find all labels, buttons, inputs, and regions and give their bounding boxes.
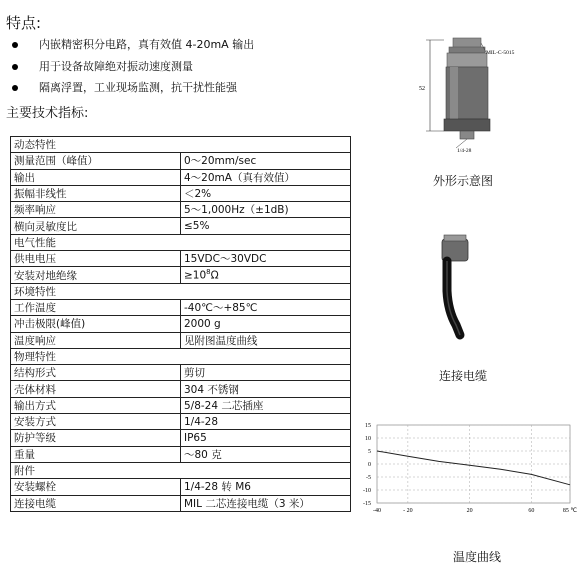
spec-row bbox=[11, 397, 351, 413]
spec-table bbox=[10, 136, 351, 512]
spec-value: ≤5% bbox=[181, 218, 351, 234]
spec-value: 4～20mA（真有效值） bbox=[181, 169, 351, 185]
spec-value bbox=[181, 267, 351, 283]
spec-label: 安装螺栓 bbox=[11, 479, 181, 495]
spec-row bbox=[11, 495, 351, 511]
part-label: MIL-C-5015 bbox=[486, 50, 515, 56]
outline-caption: 外形示意图 bbox=[432, 174, 493, 188]
x-tick-label: 85 ℃ bbox=[562, 508, 578, 514]
x-tick-label: -40 bbox=[373, 508, 381, 514]
spec-label: 输出 bbox=[11, 169, 181, 185]
spec-row bbox=[11, 185, 351, 201]
y-tick-label: -5 bbox=[366, 475, 371, 481]
spec-label: 横向灵敏度比 bbox=[11, 218, 181, 234]
spec-section-row bbox=[11, 137, 351, 153]
y-tick-label: 10 bbox=[365, 436, 371, 442]
spec-label: 安装对地绝缘 bbox=[11, 267, 181, 283]
feature-item: 隔离浮置，工业现场监测，抗干扰性能强 bbox=[8, 81, 254, 103]
cable-caption: 连接电缆 bbox=[438, 369, 487, 383]
spec-label: 连接电缆 bbox=[11, 495, 181, 511]
spec-row bbox=[11, 202, 351, 218]
feature-item: 内嵌精密积分电路，真有效值 4-20mA 输出 bbox=[8, 38, 254, 60]
spec-label: 防护等级 bbox=[11, 430, 181, 446]
spec-value: 见附图温度曲线 bbox=[181, 332, 351, 348]
spec-value: -40℃～+85℃ bbox=[181, 299, 351, 315]
x-tick-label: 60 bbox=[528, 508, 535, 514]
connector-cap bbox=[453, 38, 481, 48]
mounting-stud bbox=[460, 131, 474, 139]
y-tick-label: 0 bbox=[368, 462, 371, 468]
spec-row bbox=[11, 365, 351, 381]
spec-label: 振幅非线性 bbox=[11, 185, 181, 201]
bullet-icon bbox=[12, 85, 18, 91]
spec-value: IP65 bbox=[181, 430, 351, 446]
thread-label: 1/4-28 bbox=[457, 148, 472, 154]
spec-value-text: ≥10 bbox=[184, 269, 207, 282]
spec-value-exponent: 8 bbox=[206, 268, 211, 277]
spec-section-row bbox=[11, 462, 351, 478]
spec-value: ～80 克 bbox=[181, 446, 351, 462]
features-heading: 特点: bbox=[6, 14, 42, 32]
temperature-chart bbox=[350, 415, 580, 520]
spec-row bbox=[11, 267, 351, 283]
spec-row bbox=[11, 446, 351, 462]
spec-value: 15VDC～30VDC bbox=[181, 251, 351, 267]
feature-list bbox=[8, 38, 254, 103]
spec-label: 频率响应 bbox=[11, 202, 181, 218]
spec-section-row bbox=[11, 234, 351, 250]
spec-section-label: 电气性能 bbox=[11, 234, 351, 250]
spec-value: 剪切 bbox=[181, 365, 351, 381]
spec-row bbox=[11, 169, 351, 185]
y-tick-label: 5 bbox=[368, 449, 371, 455]
y-tick-label: 15 bbox=[365, 423, 371, 429]
spec-row bbox=[11, 430, 351, 446]
height-label: 52 bbox=[419, 86, 425, 92]
bullet-icon bbox=[12, 64, 18, 70]
spec-value: 5～1,000Hz（±1dB) bbox=[181, 202, 351, 218]
spec-value-unit: Ω bbox=[210, 269, 219, 282]
x-tick-label: 20 bbox=[466, 508, 473, 514]
cable-image bbox=[420, 225, 490, 345]
spec-section-row bbox=[11, 348, 351, 364]
spec-row bbox=[11, 251, 351, 267]
connector-ring bbox=[449, 47, 485, 53]
spec-value: 0～20mm/sec bbox=[181, 153, 351, 169]
hex-top bbox=[447, 53, 487, 67]
spec-label: 安装方式 bbox=[11, 414, 181, 430]
outline-drawing bbox=[400, 30, 570, 155]
spec-label: 测量范围（峰值） bbox=[11, 153, 181, 169]
spec-section-label: 动态特性 bbox=[11, 137, 351, 153]
spec-value: 304 不锈钢 bbox=[181, 381, 351, 397]
spec-row bbox=[11, 332, 351, 348]
spec-row bbox=[11, 218, 351, 234]
chart-caption: 温度曲线 bbox=[452, 550, 501, 564]
spec-label: 输出方式 bbox=[11, 397, 181, 413]
hex-base bbox=[444, 119, 490, 131]
spec-row bbox=[11, 479, 351, 495]
spec-label: 工作温度 bbox=[11, 299, 181, 315]
spec-section-label: 物理特性 bbox=[11, 348, 351, 364]
spec-section-row bbox=[11, 283, 351, 299]
spec-label: 结构形式 bbox=[11, 365, 181, 381]
spec-value: 1/4-28 转 M6 bbox=[181, 479, 351, 495]
spec-value: MIL 二芯连接电缆（3 米） bbox=[181, 495, 351, 511]
spec-section-label: 附件 bbox=[11, 462, 351, 478]
bullet-icon bbox=[12, 42, 18, 48]
leader-line bbox=[456, 139, 467, 148]
connector-nut bbox=[444, 235, 466, 241]
spec-label: 壳体材料 bbox=[11, 381, 181, 397]
spec-row bbox=[11, 414, 351, 430]
spec-row bbox=[11, 153, 351, 169]
specs-heading: 主要技术指标: bbox=[6, 106, 89, 121]
y-tick-label: -15 bbox=[363, 501, 371, 507]
spec-value: 5/8-24 二芯插座 bbox=[181, 397, 351, 413]
spec-value: ＜2% bbox=[181, 185, 351, 201]
spec-label: 重量 bbox=[11, 446, 181, 462]
spec-row bbox=[11, 381, 351, 397]
spec-label: 温度响应 bbox=[11, 332, 181, 348]
spec-label: 冲击极限(峰值) bbox=[11, 316, 181, 332]
spec-row bbox=[11, 316, 351, 332]
feature-item: 用于设备故障绝对振动速度测量 bbox=[8, 60, 254, 82]
spec-label: 供电电压 bbox=[11, 251, 181, 267]
cable-line bbox=[447, 261, 460, 335]
spec-row bbox=[11, 299, 351, 315]
series-line bbox=[377, 451, 570, 485]
x-tick-label: - 20 bbox=[403, 508, 413, 514]
body-highlight bbox=[450, 67, 458, 119]
spec-value: 2000 g bbox=[181, 316, 351, 332]
spec-value: 1/4-28 bbox=[181, 414, 351, 430]
y-tick-label: -10 bbox=[363, 488, 371, 494]
spec-section-label: 环境特性 bbox=[11, 283, 351, 299]
